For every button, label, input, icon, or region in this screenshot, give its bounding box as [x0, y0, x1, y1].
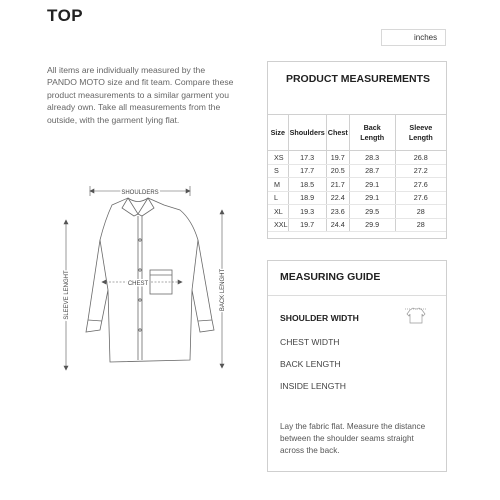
cell-back-length: 29.5: [349, 205, 395, 219]
cell-back-length: 28.3: [349, 151, 395, 165]
product-measurements-panel: [267, 61, 447, 239]
shirt-measurement-figure: [50, 180, 240, 380]
cell-chest: 24.4: [326, 218, 349, 232]
cell-sleeve-length: 27.6: [395, 191, 446, 205]
table-row: [268, 178, 446, 192]
table-row: [268, 164, 446, 178]
unit-selector[interactable]: [381, 29, 446, 46]
sleeve-length-label: SLEEVE LENGHT: [64, 270, 70, 320]
cell-size: L: [268, 191, 288, 205]
guide-item-shoulder-width[interactable]: SHOULDER WIDTH: [280, 313, 359, 323]
cell-sleeve-length: 28: [395, 205, 446, 219]
cell-sleeve-length: 27.2: [395, 164, 446, 178]
back-length-label: BACK LENGHT: [220, 268, 226, 312]
cell-sleeve-length: 27.6: [395, 178, 446, 192]
cell-back-length: 29.9: [349, 218, 395, 232]
guide-item-back-length[interactable]: BACK LENGTH: [280, 359, 341, 369]
shoulders-label: SHOULDERS: [121, 190, 159, 196]
cell-back-length: 28.7: [349, 164, 395, 178]
column-header-sleeve-length: Sleeve Length: [395, 115, 446, 151]
cell-back-length: 29.1: [349, 178, 395, 192]
cell-chest: 22.4: [326, 191, 349, 205]
guide-item-inside-length[interactable]: INSIDE LENGTH: [280, 381, 346, 391]
table-row: [268, 151, 446, 165]
cell-back-length: 29.1: [349, 191, 395, 205]
cell-shoulders: 19.7: [288, 218, 326, 232]
column-header-size: Size: [268, 115, 288, 151]
table-header-row: [268, 115, 446, 151]
shirt-thumbnail-icon: [403, 305, 429, 325]
cell-size: XL: [268, 205, 288, 219]
cell-shoulders: 17.3: [288, 151, 326, 165]
page-title: TOP: [47, 6, 84, 25]
cell-shoulders: 18.9: [288, 191, 326, 205]
cell-size: M: [268, 178, 288, 192]
cell-size: XXL: [268, 218, 288, 232]
cell-shoulders: 19.3: [288, 205, 326, 219]
column-header-chest: Chest: [326, 115, 349, 151]
guide-item-chest-width[interactable]: CHEST WIDTH: [280, 337, 340, 347]
cell-chest: 20.5: [326, 164, 349, 178]
divider: [268, 295, 446, 296]
cell-chest: 21.7: [326, 178, 349, 192]
cell-size: XS: [268, 151, 288, 165]
cell-sleeve-length: 26.8: [395, 151, 446, 165]
measurements-table: [268, 114, 446, 232]
guide-description: Lay the fabric flat. Measure the distance between the shoulder seams straight across the back.: [280, 422, 426, 455]
intro-text: All items are individually measured by the PANDO MOTO size and fit team. Compare these product measurements to a similar garment you already own. Take all measurements from the outside, with the garment lying flat.: [47, 65, 234, 125]
product-measurements-title: PRODUCT MEASUREMENTS: [285, 73, 431, 85]
cell-shoulders: 18.5: [288, 178, 326, 192]
table-row: [268, 218, 446, 232]
cell-shoulders: 17.7: [288, 164, 326, 178]
measuring-guide-panel: [267, 260, 447, 472]
table-row: [268, 191, 446, 205]
cell-chest: 23.6: [326, 205, 349, 219]
table-row: [268, 205, 446, 219]
cell-chest: 19.7: [326, 151, 349, 165]
column-header-shoulders: Shoulders: [288, 115, 326, 151]
cell-sleeve-length: 28: [395, 218, 446, 232]
cell-size: S: [268, 164, 288, 178]
measuring-guide-title: MEASURING GUIDE: [280, 271, 381, 283]
chest-label: CHEST: [127, 281, 149, 287]
column-header-back-length: Back Length: [349, 115, 395, 151]
unit-selector-value: inches: [414, 33, 438, 42]
